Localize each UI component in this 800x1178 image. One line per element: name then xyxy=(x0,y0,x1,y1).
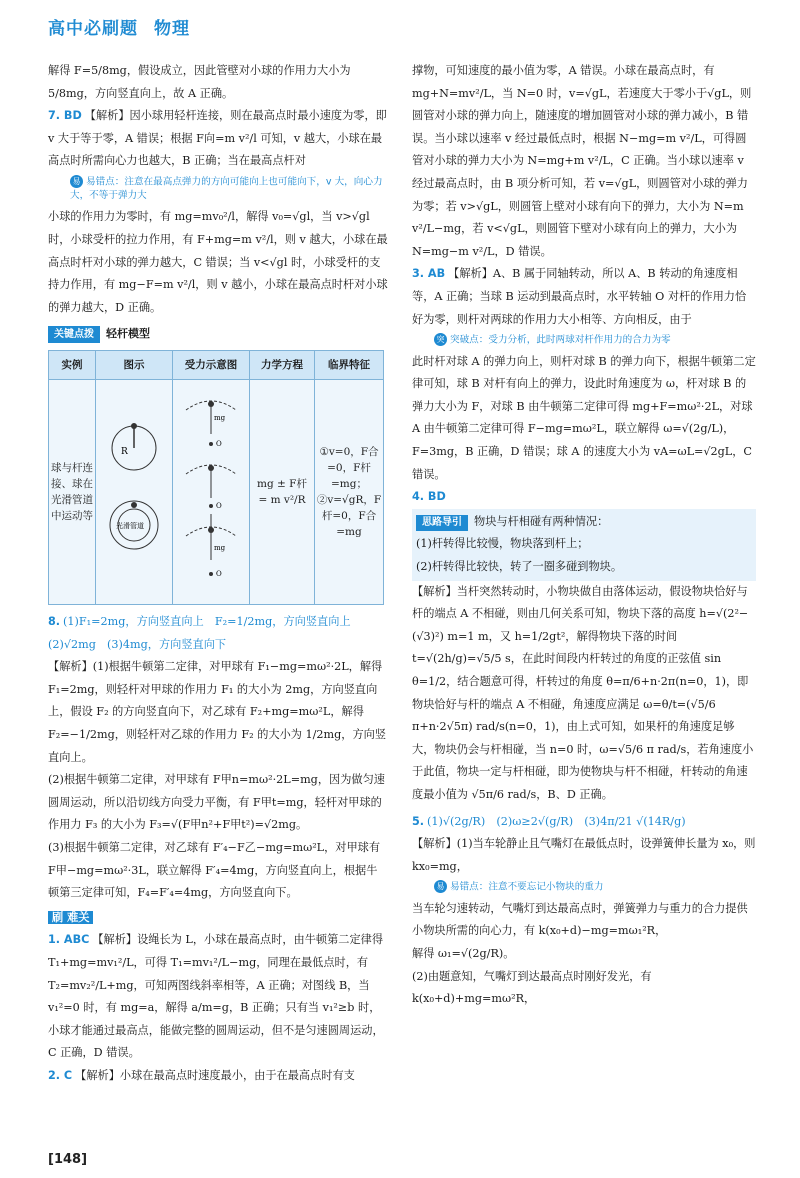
text-line: 解得 F=5/8mg，假设成立，因此管壁对小球的作用力大小为 xyxy=(48,64,351,77)
book-subject: 物理 xyxy=(154,19,190,39)
guide-item: (2)杆转得比较快，转了一圈多碰到物块。 xyxy=(416,559,623,573)
question-number: 3. AB xyxy=(412,267,446,281)
text-line: k(x₀+d)+mg=mω²R， xyxy=(412,992,536,1006)
answer-8 xyxy=(48,611,388,634)
svg-text:mg: mg xyxy=(214,413,226,422)
svg-text:mg: mg xyxy=(214,543,226,552)
table-header: 受力示意图 xyxy=(173,351,250,380)
answer-text: 【解析】A、B 属于同轴转动，所以 A、B 转动的角速度相等，A 正确；当球 B 运动到最高点时，水平转轴 O 对杆的作用力恰好为零，则杆对两球的作用力大小相等、方向相反，由于 xyxy=(412,267,747,326)
key-point-bar xyxy=(48,323,388,346)
left-column xyxy=(48,60,388,1088)
table-cell: ①v=0，F合=0，F杆=mg；②v=√gR，F杆=0，F合=mg xyxy=(315,380,384,605)
text-line: (3)根据牛顿第二定律，对乙球有 F′₄−F乙−mg=mω²L，对甲球有 F甲−mg=mω²·3L，联立解得 F′₄=4mg，方向竖直向上，根据牛顿第三定律可知，F₄=F′₄=4mg，方向竖直向下。 xyxy=(48,840,381,900)
answer-1 xyxy=(48,929,388,1065)
rod-tube-diagram xyxy=(99,410,169,570)
text-line: 此时杆对球 A 的弹力向上，则杆对球 B 的弹力向下，根据牛顿第二定律可知，球 B 对杆有向上的弹力，设此时角速度为 ω，杆对球 B 的弹力大小为 F，对球 B 由牛顿第二定律可得 mg+F=mω²·2L，对球 A 由牛顿第二定律可得 F−mg=mω²L，联立解得 ω=√(2g/L)，F=3mg，B 正确，D 错误；球 A 的速度大小为 vA=ωL=√2gL，C 错误。 xyxy=(412,354,756,481)
guide-text: 物块与杆相碰有两种情况： xyxy=(474,514,609,528)
answer-text: (1)F₁=2mg，方向竖直向上 F₂=1/2mg，方向竖直向上 xyxy=(63,615,351,629)
force-diagram-cell xyxy=(173,380,250,605)
note-text: 易错点：注意不要忘记小物块的重力 xyxy=(450,881,604,893)
key-point-title: 轻杆模型 xyxy=(106,327,150,341)
section-label: 刷 难关 xyxy=(48,911,93,924)
table-header: 临界特征 xyxy=(315,351,384,380)
right-column xyxy=(412,60,756,1011)
question-number: 8. xyxy=(48,615,61,629)
text-line: 5/8mg，方向竖直向上，故 A 正确。 xyxy=(48,86,234,100)
answer-4 xyxy=(412,486,756,509)
model-table xyxy=(48,350,384,605)
question-number: 1. ABC xyxy=(48,933,90,947)
answer-text: 【解析】设绳长为 L，小球在最高点时，由牛顿第二定律得 T₁+mg=mv₁²/L，可得 T₁=mv₁²/L−mg，同理在最低点时，有 T₂=mv₂²/L+mg，可知两图线斜率相等，A 正确；对图线 B，当 v₁²=0 时，有 mg=a，解得 a/m=g，B 正确；只有当 v₁²≥b 时，小球才能通过最高点，能做完整的圆周运动，但不是匀速圆周运动，C 正确，D 错误。 xyxy=(48,933,384,1060)
table-header: 力学方程 xyxy=(250,351,315,380)
svg-text:O: O xyxy=(216,439,222,448)
breakthrough-note xyxy=(434,333,756,348)
text-line: 解得 ω₁=√(2g/R)。 xyxy=(412,946,515,960)
question-number: 5. xyxy=(412,814,425,828)
svg-text:O: O xyxy=(216,501,222,510)
table-header: 图示 xyxy=(96,351,173,380)
diagram-cell xyxy=(96,380,173,605)
answer-3 xyxy=(412,263,756,331)
book-title: 高中必刷题 xyxy=(48,19,138,39)
mistake-note xyxy=(434,880,756,895)
warning-icon: 易 xyxy=(70,175,83,188)
table-cell: 球与杆连接、球在光滑管道中运动等 xyxy=(49,380,96,605)
section-tag xyxy=(48,907,388,930)
svg-text:O: O xyxy=(216,569,222,578)
text-line: 【解析】(1)根据牛顿第二定律，对甲球有 F₁−mg=mω²·2L，解得 F₁=2mg，则轻杆对甲球的作用力 F₁ 的大小为 2mg，方向竖直向上，假设 F₂ 的方向竖直向下，对乙球有 F₂+mg=mω²L，解得 F₂=−1/2mg，则轻杆对乙球的作用力 F₂ 的大小为 1/2mg，方向竖直向上。 xyxy=(48,660,387,764)
guide-item: (1)杆转得比较慢，物块落到杆上； xyxy=(416,537,589,551)
force-diagram xyxy=(176,390,246,590)
answer-text: (2)√2mg (3)4mg，方向竖直向下 xyxy=(48,637,227,651)
warning-icon: 易 xyxy=(434,880,447,893)
question-number: 7. BD xyxy=(48,109,82,123)
text-line: (2)由题意知，气嘴灯到达最高点时刚好发光，有 xyxy=(412,969,652,983)
question-number: 2. C xyxy=(48,1068,73,1082)
key-point-tag: 关键点拨 xyxy=(48,326,100,343)
radius-label: R xyxy=(121,446,128,457)
table-header: 实例 xyxy=(49,351,96,380)
answer-5 xyxy=(412,811,756,834)
text-line: 撑物，可知速度的最小值为零，A 错误。小球在最高点时，有 mg+N=mv²/L，当 N=0 时，v=√gL，若速度大于零小于√gL，则圆管对小球的弹力向上，随速度的增加圆管对小球的弹力减小，B 错误。当小球以速率 v 经过最低点时，根据 N−mg=m v²/L，可得圆管对小球的弹力大小为 N=mg+m v²/L，C 正确。当小球以速率 v 经过最高点时，由 B 项分析可知，若 v=√gL，则圆管对小球的弹力为零；若 v>√gL，则圆管上壁对小球有向下的弹力，大小为 N=m v²/L−mg，若 v<√gL，则圆管下壁对小球有向上的弹力，大小为 N=mg−m v²/L，D 错误。 xyxy=(412,64,752,258)
tube-label: 光滑管道 xyxy=(116,521,144,530)
question-number: 4. BD xyxy=(412,490,446,504)
page-number: [148] xyxy=(48,1152,88,1167)
text-line: 【解析】当杆突然转动时，小物块做自由落体运动，假设物块恰好与杆的端点 A 不相碰，则由几何关系可知，物块下落的高度 h=√(2²−(√3)²) m=1 m，又 h=1/2gt²，解得物块下落的时间 t=√(2h/g)=√5/5 s，在此时间段内杆转过的角度的正弦值 sin θ=1/2，结合题意可得，杆转过的角度 θ=π/6+n·2π(n=0，1)，即物块恰好与杆的端点 A 不相碰，角速度应满足 ω=θ/t=(√5/6 π+n·2√5π) rad/s(n=0，1)，由上式可知，如果杆的角速度足够大，物块仍会与杆相碰，当 n=0 时，ω=√5/6 π rad/s，若角速度小于此值，物块一定与杆相碰，即为使物块与杆不相碰，杆转动的角速度最小值为 √5π/6 rad/s，B、D 正确。 xyxy=(412,584,754,801)
page-header xyxy=(48,14,190,39)
text-line: (2)根据牛顿第二定律，对甲球有 F甲n=mω²·2L=mg，因为做匀速圆周运动，所以沿切线方向受力平衡，有 F甲t=mg，轻杆对甲球的作用力 F₃ 的大小为 F₃=√(F甲n²+F甲t²)=√2mg。 xyxy=(48,773,385,832)
answer-text: 【解析】小球在最高点时速度最小，由于在最高点时有支 xyxy=(75,1068,355,1082)
answer-2 xyxy=(48,1065,388,1088)
guide-tag: 思路导引 xyxy=(416,515,468,531)
text-line: 【解析】(1)当车轮静止且气嘴灯在最低点时，设弹簧伸长量为 x₀，则 kx₀=mg， xyxy=(412,837,756,873)
mistake-note xyxy=(70,175,388,204)
text-line: 小球的作用力为零时，有 mg=mv₀²/l，解得 v₀=√gl，当 v>√gl 时，小球受杆的拉力作用，有 F+mg=m v²/l，则 v 越大，小球在最高点时杆对小球的弹力越大，C 错误；当 v<√gl 时，小球受杆的支持力作用，有 mg−F=m v²/l，则 v 越小，小球在最高点时杆对小球的弹力越大，D 正确。 xyxy=(48,210,388,314)
thinking-guide xyxy=(412,509,756,581)
answer-7 xyxy=(48,105,388,173)
page-number-value: 148 xyxy=(53,1152,82,1167)
breakthrough-icon: 突 xyxy=(434,333,447,346)
answer-text: (1)√(2g/R) (2)ω≥2√(g/R) (3)4π/21 √(14R/g) xyxy=(427,814,686,828)
text-line: 当车轮匀速转动，气嘴灯到达最高点时，弹簧弹力与重力的合力提供小物块所需的向心力，有 k(x₀+d)−mg=mω₁²R， xyxy=(412,901,748,938)
answer-text: 【解析】因小球用轻杆连接，则在最高点时最小速度为零，即 v 大于等于零，A 错误；根据 F向=m v²/l 可知，v 越大，小球在最高点时所需向心力也越大，B 正确；当在最高点杆对 xyxy=(48,109,387,168)
table-cell: mg ± F杆 = m v²/R xyxy=(250,380,315,605)
note-text: 突破点：受力分析，此时两球对杆作用力的合力为零 xyxy=(450,334,671,346)
note-text: 易错点：注意在最高点弹力的方向可能向上也可能向下，v 大，向心力大，不等于弹力大 xyxy=(70,176,383,202)
